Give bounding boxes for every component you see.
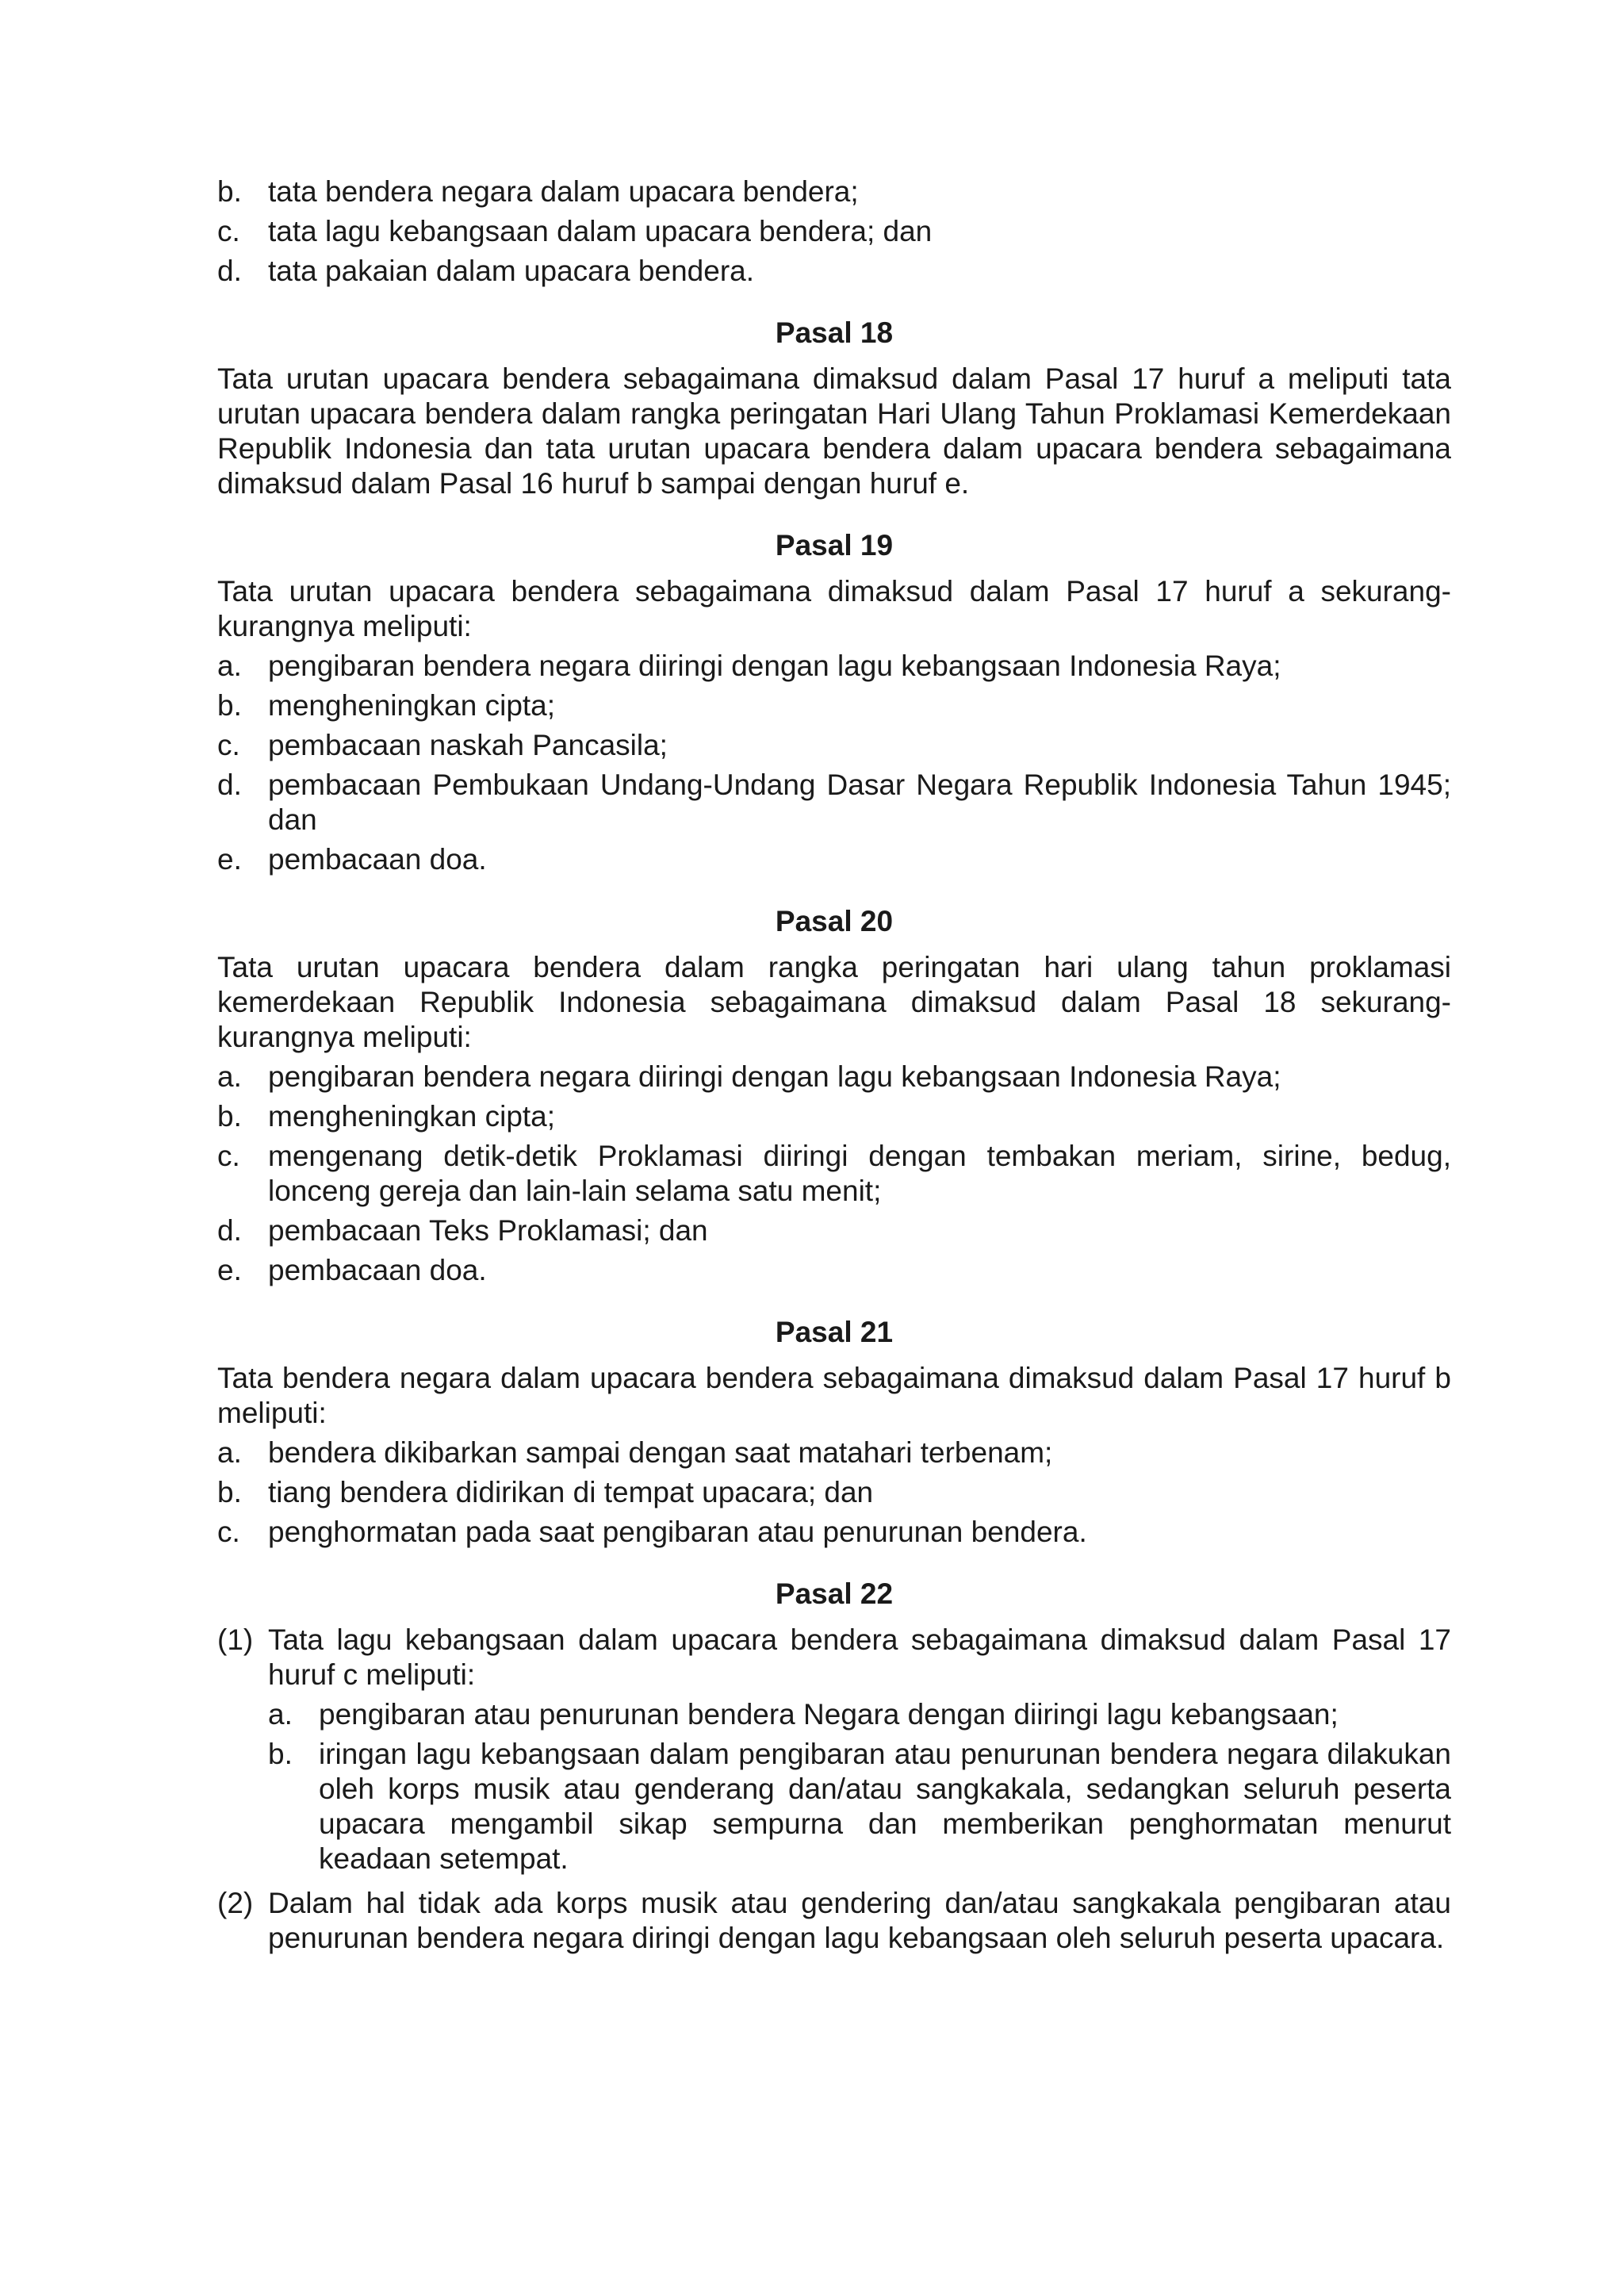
list-item	[217, 728, 1451, 763]
list-marker: c.	[217, 1516, 240, 1548]
intro-list-section	[217, 174, 1451, 289]
list-marker: e.	[217, 1254, 242, 1286]
list-item-text: tata pakaian dalam upacara bendera.	[268, 255, 754, 287]
list-item-text: iringan lagu kebangsaan dalam pengibaran atau penurunan bendera negara dilakukan oleh korps musik atau genderang dan/atau sangkakala, sedangkan seluruh peserta upacara mengambil sikap sempurna dan memberikan penghormatan menurut keadaan setempat.	[319, 1738, 1451, 1875]
list-item-text: tata bendera negara dalam upacara bendera;	[268, 175, 859, 208]
list-item	[217, 214, 1451, 249]
pasal-20-section	[217, 904, 1451, 1288]
ayat-1-list	[268, 1697, 1451, 1876]
intro-list	[217, 174, 1451, 289]
list-marker: c.	[217, 729, 240, 761]
ayat-1	[217, 1623, 1451, 1881]
list-marker: a.	[217, 1060, 242, 1093]
document-page	[217, 174, 1451, 1987]
list-item	[217, 1475, 1451, 1510]
list-item	[268, 1737, 1451, 1876]
list-marker: b.	[217, 1100, 242, 1133]
list-item	[268, 1697, 1451, 1732]
pasal-21-list	[217, 1435, 1451, 1550]
list-marker: c.	[217, 215, 240, 247]
list-marker: a.	[217, 650, 242, 682]
list-item-text: pembacaan doa.	[268, 843, 487, 876]
list-item-text: mengheningkan cipta;	[268, 689, 556, 722]
list-item-text: pembacaan Pembukaan Undang-Undang Dasar Negara Republik Indonesia Tahun 1945; dan	[268, 769, 1451, 836]
list-item	[217, 1435, 1451, 1470]
list-item-text: pengibaran bendera negara diiringi dengan lagu kebangsaan Indonesia Raya;	[268, 650, 1281, 682]
list-item-text: mengenang detik-detik Proklamasi diiringi dengan tembakan meriam, sirine, bedug, lonceng gereja dan lain-lain selama satu menit;	[268, 1140, 1451, 1207]
ayat-1-intro: Tata lagu kebangsaan dalam upacara bendera sebagaimana dimaksud dalam Pasal 17 huruf c meliputi:	[268, 1623, 1451, 1691]
ayat-2	[217, 1886, 1451, 1961]
list-item	[217, 1060, 1451, 1094]
pasal-22-section	[217, 1577, 1451, 1961]
pasal-19-list	[217, 649, 1451, 877]
list-item	[217, 1253, 1451, 1288]
list-marker: d.	[217, 1214, 242, 1247]
list-item	[217, 1515, 1451, 1550]
list-item-text: pembacaan naskah Pancasila;	[268, 729, 668, 761]
pasal-18-section	[217, 316, 1451, 501]
ayat-number: (2)	[217, 1887, 254, 1919]
pasal-21-section	[217, 1315, 1451, 1550]
list-item-text: tata lagu kebangsaan dalam upacara bendera; dan	[268, 215, 933, 247]
list-item	[217, 649, 1451, 684]
list-marker: a.	[217, 1436, 242, 1469]
list-marker: b.	[217, 1476, 242, 1508]
list-item	[217, 1213, 1451, 1248]
pasal-18-text: Tata urutan upacara bendera sebagaimana dimaksud dalam Pasal 17 huruf a meliputi tata urutan upacara bendera dalam rangka peringatan Hari Ulang Tahun Proklamasi Kemerdekaan Republik Indonesia dan tata urutan upacara bendera dalam upacara bendera sebagaimana dimaksud dalam Pasal 16 huruf b sampai dengan huruf e.	[217, 362, 1451, 500]
list-item	[217, 842, 1451, 877]
list-item	[217, 768, 1451, 838]
list-item	[217, 688, 1451, 723]
list-marker: b.	[268, 1738, 293, 1770]
ayat-body	[268, 1623, 1451, 1881]
list-marker: b.	[217, 175, 242, 208]
list-item	[217, 174, 1451, 209]
pasal-20-intro: Tata urutan upacara bendera dalam rangka peringatan hari ulang tahun proklamasi kemerdekaan Republik Indonesia sebagaimana dimaksud dalam Pasal 18 sekurang-kurangnya meliputi:	[217, 951, 1451, 1053]
list-item-text: pembacaan Teks Proklamasi; dan	[268, 1214, 708, 1247]
list-marker: d.	[217, 769, 242, 801]
ayat-number: (1)	[217, 1623, 254, 1656]
pasal-19-section	[217, 528, 1451, 877]
list-marker: c.	[217, 1140, 240, 1172]
list-item-text: mengheningkan cipta;	[268, 1100, 556, 1133]
list-item	[217, 1139, 1451, 1209]
pasal-20-heading: Pasal 20	[775, 905, 894, 937]
list-item-text: penghormatan pada saat pengibaran atau penurunan bendera.	[268, 1516, 1087, 1548]
list-marker: a.	[268, 1698, 293, 1731]
list-item-text: bendera dikibarkan sampai dengan saat matahari terbenam;	[268, 1436, 1053, 1469]
pasal-21-heading: Pasal 21	[775, 1316, 894, 1348]
list-item-text: pengibaran atau penurunan bendera Negara dengan diiringi lagu kebangsaan;	[319, 1698, 1339, 1731]
list-item	[217, 1099, 1451, 1134]
list-item-text: tiang bendera didirikan di tempat upacara; dan	[268, 1476, 874, 1508]
ayat-2-text: Dalam hal tidak ada korps musik atau gendering dan/atau sangkakala pengibaran atau penurunan bendera negara diringi dengan lagu kebangsaan oleh seluruh peserta upacara.	[268, 1887, 1451, 1954]
pasal-19-heading: Pasal 19	[775, 529, 894, 562]
list-marker: d.	[217, 255, 242, 287]
list-item-text: pengibaran bendera negara diiringi dengan lagu kebangsaan Indonesia Raya;	[268, 1060, 1281, 1093]
list-item-text: pembacaan doa.	[268, 1254, 487, 1286]
list-item	[217, 254, 1451, 289]
pasal-18-heading: Pasal 18	[775, 316, 894, 349]
pasal-20-list	[217, 1060, 1451, 1288]
list-marker: b.	[217, 689, 242, 722]
ayat-body	[268, 1886, 1451, 1961]
pasal-22-heading: Pasal 22	[775, 1577, 894, 1610]
pasal-21-intro: Tata bendera negara dalam upacara bendera sebagaimana dimaksud dalam Pasal 17 huruf b meliputi:	[217, 1362, 1451, 1429]
pasal-19-intro: Tata urutan upacara bendera sebagaimana dimaksud dalam Pasal 17 huruf a sekurang-kurangnya meliputi:	[217, 575, 1451, 642]
list-marker: e.	[217, 843, 242, 876]
